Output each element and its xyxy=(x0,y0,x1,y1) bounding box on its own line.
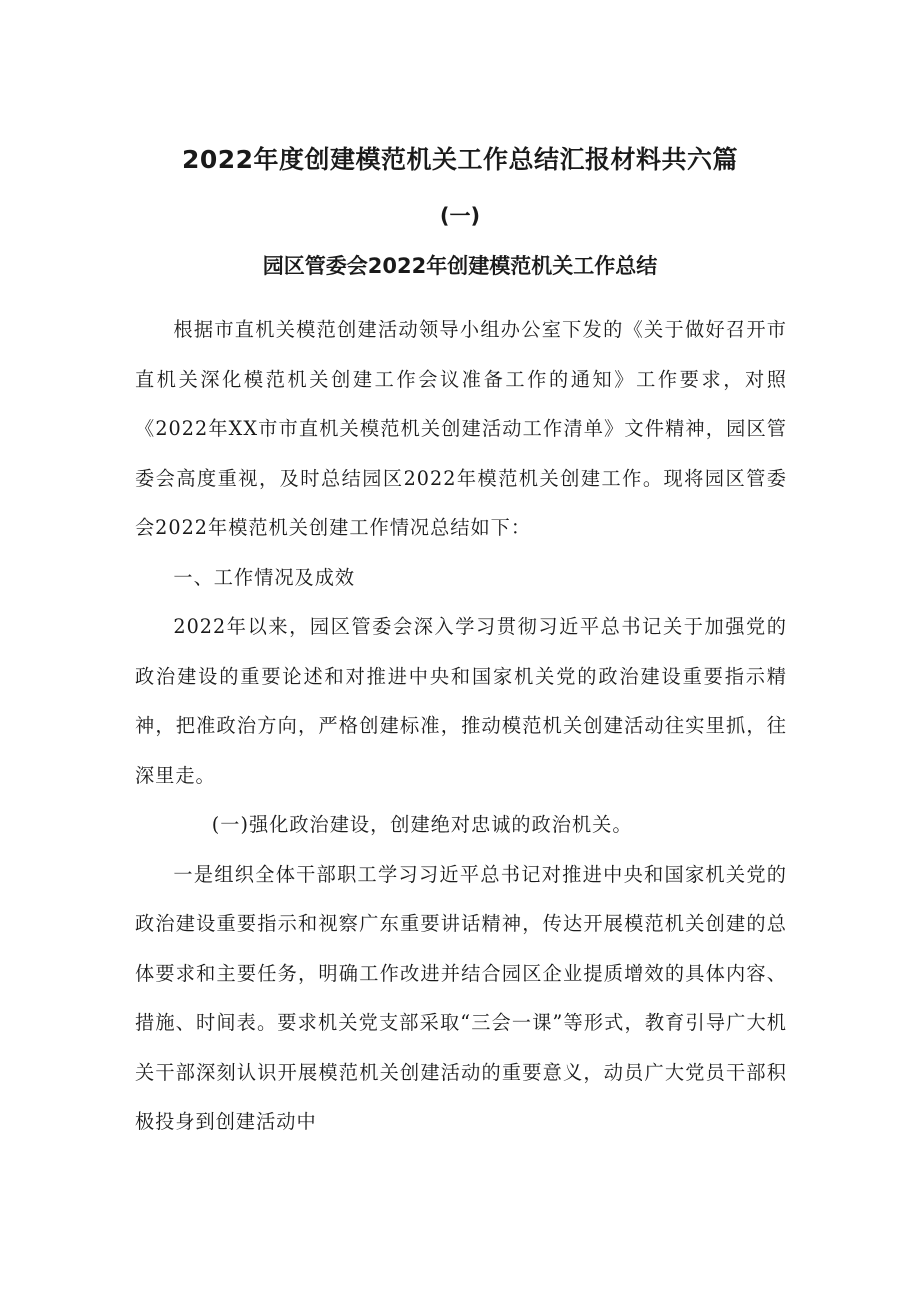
document-title: 2022年度创建模范机关工作总结汇报材料共六篇 xyxy=(181,145,739,174)
paragraph-overview: 2022年以来，园区管委会深入学习贯彻习近平总书记关于加强党的政治建设的重要论述和对推进中央和国家机关党的政治建设重要指示精神，把准政治方向，严格创建标准，推动模范机关创建活动往实里抓，往深里走。 xyxy=(135,615,787,787)
paragraph-point-one: 一是组织全体干部职工学习习近平总书记对推进中央和国家机关党的政治建设重要指示和视察广东重要讲话精神，传达开展模范机关创建的总体要求和主要任务，明确工作改进并结合园区企业提质增效的具体内容、措施、时间表。要求机关党支部采取“三会一课”等形式，教育引导广大机关干部深刻认识开展模范机关创建活动的重要意义，动员广大党员干部积极投身到创建活动中 xyxy=(135,862,787,1133)
section-number: (一) xyxy=(439,204,481,228)
section-title: 园区管委会2022年创建模范机关工作总结 xyxy=(262,254,658,278)
document-body xyxy=(135,305,787,1147)
subheading-political-building: (一)强化政治建设，创建绝对忠诚的政治机关。 xyxy=(211,813,633,836)
paragraph-intro: 根据市直机关模范创建活动领导小组办公室下发的《关于做好召开市直机关深化模范机关创建工作会议准备工作的通知》工作要求，对照《2022年XX市市直机关模范机关创建活动工作清单》文件精神，园区管委会高度重视，及时总结园区2022年模范机关创建工作。现将园区管委会2022年模范机关创建工作情况总结如下： xyxy=(135,318,787,539)
heading-work-status: 一、工作情况及成效 xyxy=(173,565,356,589)
